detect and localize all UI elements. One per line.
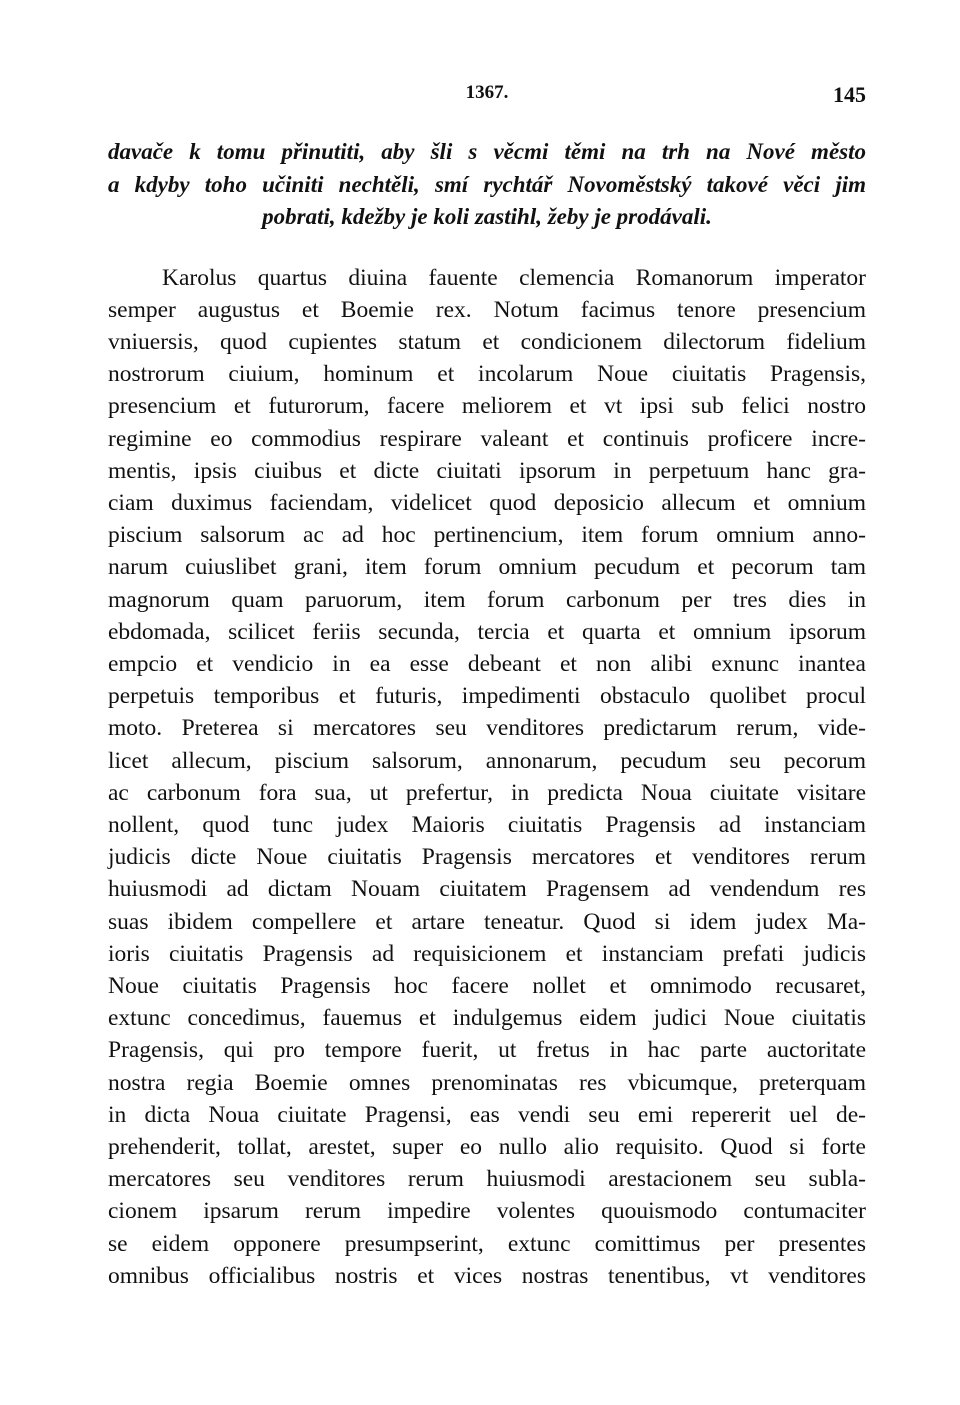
latin-line: suas ibidem compellere et artare teneatur. Quod si idem judex Ma- [108,908,866,935]
czech-passage [108,136,866,234]
latin-line: regimine eo commodius respirare valeant et continuis proficere incre- [108,425,866,452]
latin-line: mentis, ipsis ciuibus et dicte ciuitati ipsorum in perpetuum hanc gra- [108,457,866,484]
latin-line: in dicta Noua ciuitate Pragensi, eas vendi seu emi repererit uel de- [108,1101,866,1128]
latin-line: huiusmodi ad dictam Nouam ciuitatem Pragensem ad vendendum res [108,876,866,903]
latin-line: perpetuis temporibus et futuris, impedimenti obstaculo quolibet procul [108,683,866,710]
latin-passage [108,262,866,1293]
latin-line: Karolus quartus diuina fauente clemencia Romanorum imperator [162,264,866,291]
latin-line: nostra regia Boemie omnes prenominatas res vbicumque, preterquam [108,1069,866,1096]
latin-line: extunc concedimus, fauemus et indulgemus eidem judici Noue ciuitatis [108,1005,866,1032]
latin-line: ioris ciuitatis Pragensis ad requisicionem et instanciam prefati judicis [108,940,866,967]
latin-line: ac carbonum fora sua, ut prefertur, in predicta Noua ciuitate visitare [108,779,866,806]
latin-line: mercatores seu venditores rerum huiusmodi arestacionem seu subla- [108,1166,866,1193]
latin-line: semper augustus et Boemie rex. Notum facimus tenore presencium [108,296,866,323]
latin-line: ciam duximus faciendam, videlicet quod deposicio allecum et omnium [108,489,866,516]
latin-line: judicis dicte Noue ciuitatis Pragensis mercatores et venditores rerum [108,844,866,871]
latin-line: cionem ipsarum rerum impedire volentes quouismodo contumaciter [108,1198,866,1225]
latin-line: nollent, quod tunc judex Maioris ciuitatis Pragensis ad instanciam [108,811,866,838]
latin-line: vniuersis, quod cupientes statum et condicionem dilectorum fidelium [108,328,866,355]
latin-line: prehenderit, tollat, arestet, super eo nullo alio requisito. Quod si forte [108,1133,866,1160]
czech-line: a kdyby toho učiniti nechtěli, smí rychtář Novoměstský takové věci jim [108,171,866,197]
running-header [108,82,866,116]
latin-line: presencium et futurorum, facere meliorem et vt ipsi sub felici nostro [108,393,866,420]
latin-line: se eidem opponere presumpserint, extunc comittimus per presentes [108,1230,866,1257]
latin-line: magnorum quam paruorum, item forum carbonum per tres dies in [108,586,866,613]
latin-line: Pragensis, qui pro tempore fuerit, ut fretus in hac parte auctoritate [108,1037,866,1064]
latin-line: empcio et vendicio in ea esse debeant et non alibi exnunc inantea [108,650,866,677]
running-year: 1367. [465,82,509,103]
latin-line: ebdomada, scilicet feriis secunda, tercia et quarta et omnium ipsorum [108,618,866,645]
latin-line: nostrorum ciuium, hominum et incolarum Noue ciuitatis Pragensis, [108,361,866,388]
latin-line: narum cuiuslibet grani, item forum omnium pecudum et pecorum tam [108,554,866,581]
document-page [108,82,866,1292]
latin-line: piscium salsorum ac ad hoc pertinencium, item forum omnium anno- [108,522,866,549]
page-number: 145 [833,82,866,107]
latin-line: licet allecum, piscium salsorum, annonarum, pecudum seu pecorum [108,747,866,774]
czech-line: davače k tomu přinutiti, aby šli s věcmi těmi na trh na Nové město [108,139,866,164]
latin-line: omnibus officialibus nostris et vices nostras tenentibus, vt venditores [108,1262,866,1289]
latin-line: moto. Preterea si mercatores seu venditores predictarum rerum, vide- [108,715,866,742]
czech-line: pobrati, kdežby je koli zastihl, žeby je prodávali. [262,204,712,229]
latin-line: Noue ciuitatis Pragensis hoc facere nollet et omnimodo recusaret, [108,972,866,999]
